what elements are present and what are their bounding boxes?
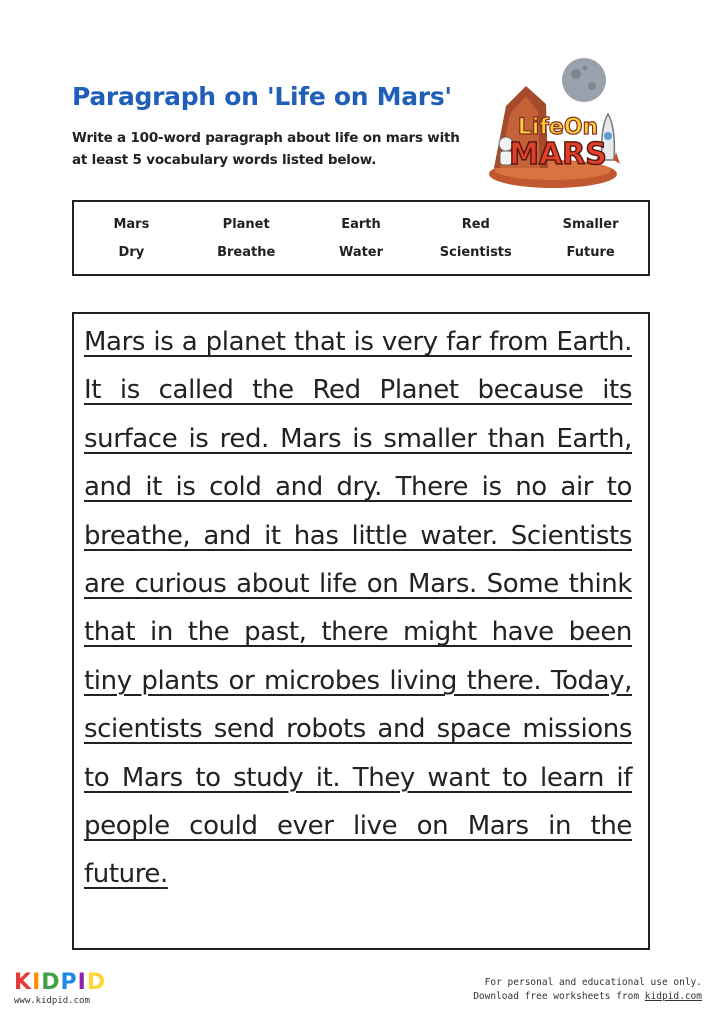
brand-letter: K [14,970,33,995]
footer-note-prefix: Download free worksheets from [473,991,645,1002]
paragraph-text: Mars is a planet that is very far from Earth. It is called the Red Planet because its surface is red. Mars is smaller than Earth, and it is cold and dry. There is no air to breathe, and it has little water. Scientists are curious about life on Mars. Some think that in the past, there might have been tiny plants or microbes living there. Today, scientists send robots and space missions to Mars to study it. They want to learn if people could ever live on Mars in the future. [84,327,632,890]
brand-letter: D [41,970,61,995]
page-title: Paragraph on 'Life on Mars' [72,82,452,111]
footer-note [473,976,702,1004]
brand-letter: P [60,970,78,995]
brand-name [14,970,106,995]
vocab-word: Breathe [217,244,276,260]
vocab-word: Water [338,244,384,260]
vocab-word: Mars [113,216,150,232]
brand-letter: I [77,970,87,995]
brand-letter: I [32,970,42,995]
brand-letter: D [86,970,107,995]
vocab-word: Planet [222,216,270,232]
vocab-word: Future [566,244,615,260]
life-on-mars-logo [486,56,620,192]
kidpid-logo [14,970,106,1006]
logo-text-top: LifeOn [517,115,599,140]
brand-site: www.kidpid.com [14,996,90,1006]
instructions-text: Write a 100-word paragraph about life on mars with at least 5 vocabulary words listed below. [72,130,460,168]
footer-note-line1: For personal and educational use only. [484,977,702,988]
vocab-word: Earth [341,216,381,232]
vocab-word: Scientists [439,244,512,260]
vocab-word: Smaller [562,216,619,232]
kidpid-link[interactable]: kidpid.com [644,991,702,1002]
paragraph-box [72,312,650,950]
footer-note-line2 [473,990,702,1004]
vocab-word: Red [461,216,490,232]
vocabulary-box [72,200,650,276]
logo-text-bottom: MARS [509,137,607,172]
vocab-word: Dry [118,244,145,260]
